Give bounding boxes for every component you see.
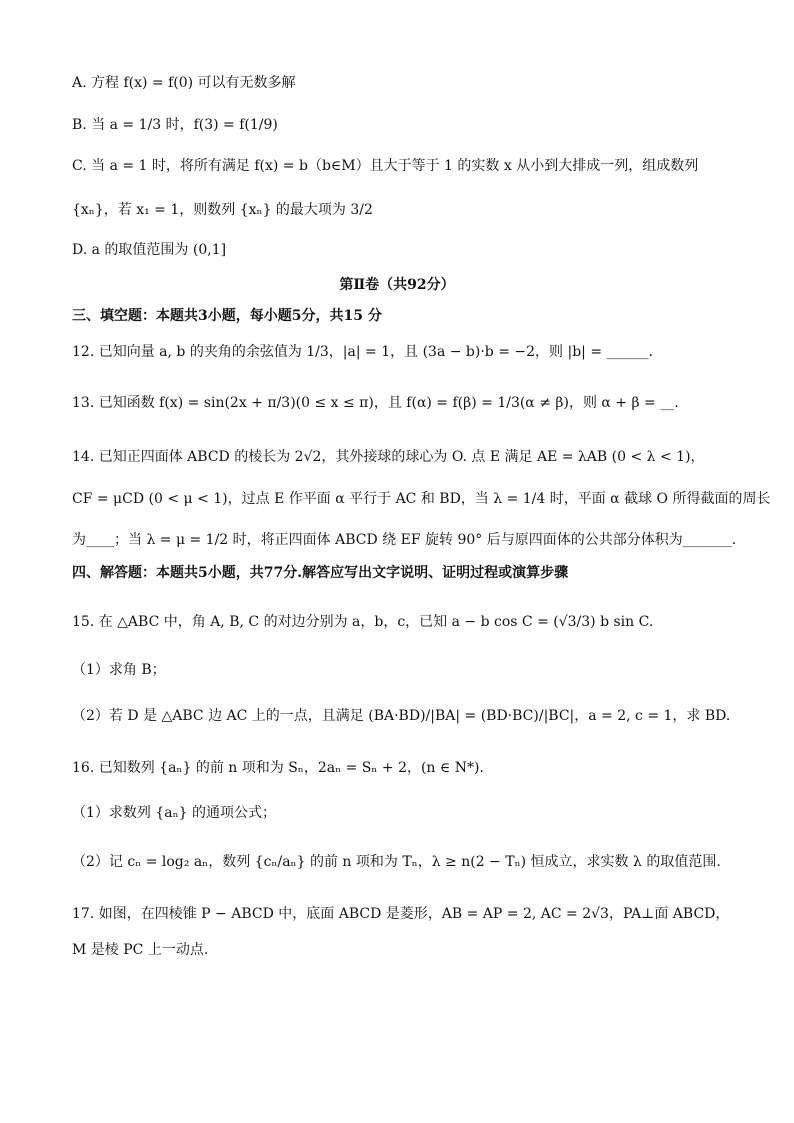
question-15-part1: （1）求角 B； (72, 662, 166, 678)
option-c-line1: C. 当 a = 1 时，将所有满足 f(x) = b（b∈M）且大于等于 1 的实数 x 从小到大排成一列，组成数列 (72, 158, 699, 174)
question-15: 15. 在 △ABC 中，角 A, B, C 的对边分别为 a，b，c，已知 a − b cos C = (√3/3) b sin C. (72, 614, 654, 630)
question-14-line2: CF = μCD (0 < μ < 1)，过点 E 作平面 α 平行于 AC 和 BD，当 λ = 1/4 时，平面 α 截球 O 所得截面的周长 (72, 491, 771, 507)
option-d: D. a 的取值范围为 (0,1] (72, 242, 227, 258)
question-16-part2: （2）记 cₙ = log₂ aₙ，数列 {cₙ/aₙ} 的前 n 项和为 Tₙ，λ ≥ n(2 − Tₙ) 恒成立，求实数 λ 的取值范围. (72, 854, 721, 870)
question-17-line2: M 是棱 PC 上一动点. (72, 942, 209, 958)
option-a: A. 方程 f(x) = f(0) 可以有无数多解 (72, 75, 296, 91)
question-17-line1: 17. 如图，在四棱锥 P − ABCD 中，底面 ABCD 是菱形，AB = AP = 2, AC = 2√3，PA⊥面 ABCD， (72, 906, 730, 922)
option-b: B. 当 a = 1/3 时，f(3) = f(1/9) (72, 117, 278, 133)
question-13: 13. 已知函数 f(x) = sin(2x + π/3)(0 ≤ x ≤ π)，且 f(α) = f(β) = 1/3(α ≠ β)，则 α + β = __. (72, 395, 679, 411)
question-16-part1: （1）求数列 {aₙ} 的通项公式； (72, 805, 277, 821)
section-title: 第Ⅱ卷（共92分） (339, 277, 455, 293)
question-14-line1: 14. 已知正四面体 ABCD 的棱长为 2√2，其外接球的球心为 O. 点 E 满足 AE = λAB (0 < λ < 1)， (72, 449, 705, 465)
solutions-heading: 四、解答题：本题共5小题，共77分.解答应写出文字说明、证明过程或演算步骤 (72, 565, 569, 581)
question-12: 12. 已知向量 a, b 的夹角的余弦值为 1/3，|a| = 1，且 (3a − b)·b = −2，则 |b| = ______. (72, 344, 653, 360)
question-16: 16. 已知数列 {aₙ} 的前 n 项和为 Sₙ，2aₙ = Sₙ + 2，(n ∈ N*). (72, 760, 484, 776)
question-15-part2: （2）若 D 是 △ABC 边 AC 上的一点，且满足 (BA·BD)/|BA| = (BD·BC)/|BC|，a = 2, c = 1，求 BD. (72, 708, 731, 724)
question-14-line3: 为____；当 λ = μ = 1/2 时，将正四面体 ABCD 绕 EF 旋转 90° 后与原四面体的公共部分体积为_______. (72, 532, 737, 548)
option-c-line2: {xₙ}，若 x₁ = 1，则数列 {xₙ} 的最大项为 3/2 (72, 202, 373, 218)
fill-in-heading: 三、填空题：本题共3小题，每小题5分，共15 分 (72, 308, 382, 324)
